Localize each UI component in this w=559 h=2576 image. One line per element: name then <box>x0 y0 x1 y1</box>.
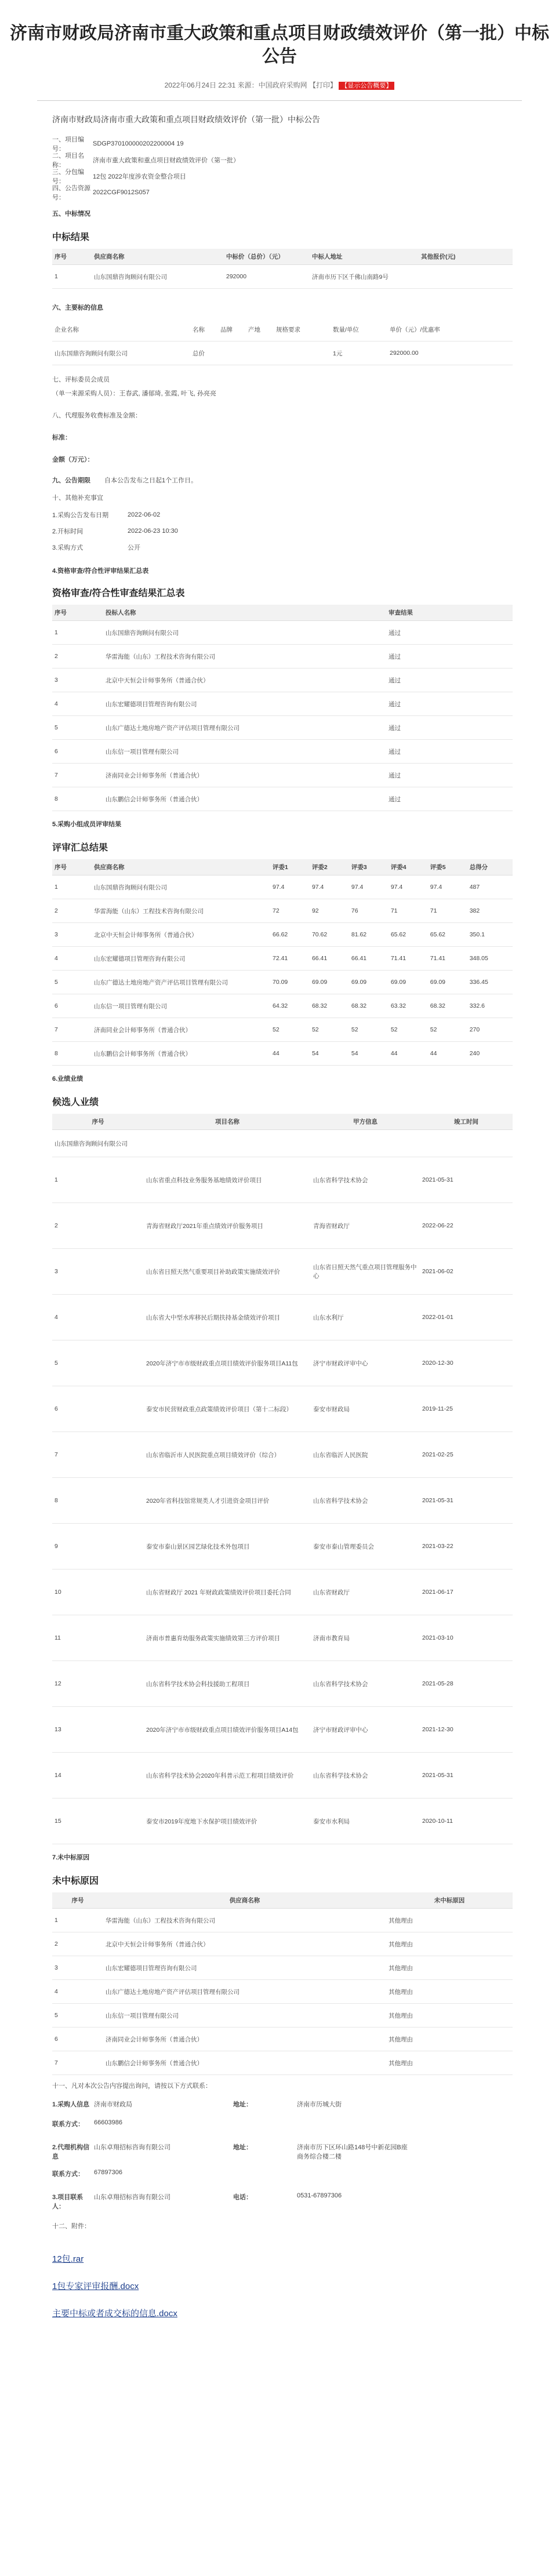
perf-table: 序号 项目名称 甲方信息 竣工时间 山东国鼎咨询顾问有限公司 1 山东省重点科技业务服务基地绩效评价项目 山东省科学技术协会 2021-05-31 2 青海省财政厅2021年重点绩效评价服务项目 青海省财政厅 2022-06-22 3 山东省日照天然气重要项目补助政策实施绩效评价 山东省日照天然气重点项目管理服务中心 2021-06-02 4 山东省大中型水库移民后期扶持基金绩效评价项目 山东水利厅 2022-01-01 5 2020年济宁市市级财政重点项目绩效评价服务项目A11包 济宁市财政评审中心 2020-12-30 6 泰安市民营财政重点政策绩效评价项目（第十二标段） 泰安市财政局 2019-11-25 7 山东省临沂市人民医院重点项目绩效评价（综合） 山东省临沂人民医院 2021-02-25 8 2020年省科技馆常规类人才引进资金项目评价 山东省科学技术协会 2021-05-31 9 泰安市泰山景区园艺绿化技术外包项目 泰安市泰山管理委员会 2021-03-22 10 山东省财政厅 2021 年财政政策绩效评价项目委托合同 山东省财政厅 2021-06-17 11 济南市普惠育幼服务政策实施绩效第三方评价项目 济南市教育局 2021-03-10 12 山东省科学技术协会科技援助工程项目 山东省科学技术协会 2021-05-28 13 2020年济宁市市级财政重点项目绩效评价服务项目A14包 济宁市财政评审中心 2021-12-30 14 山东省科学技术协会2020年科普示范工程项目绩效评价 山东省科学技术协会 2021-05-31 15 泰安市2019年度地下水保护项目绩效评价 泰安市水利局 2020-10-11 <box>52 1114 513 1844</box>
qual-title: 资格审查/符合性审查结果汇总表 <box>52 588 185 598</box>
sup-row: 1.采购公告发布日期 2022-06-02 <box>52 511 161 519</box>
table-row: 12 山东省科学技术协会科技援助工程项目 山东省科学技术协会 2021-05-28 <box>52 1661 513 1707</box>
s7-value: （单一来源采购人员）：王春武, 潘郁琦, 张霞, 叶飞, 孙亮亮 <box>52 390 216 397</box>
print-link[interactable]: 【打印】 <box>309 81 337 89</box>
fee-amount: 金额（万元）： <box>52 456 94 463</box>
content <box>0 114 559 2342</box>
qual-table: 序号 投标人名称 审查结果 1 山东国鼎咨询顾问有限公司 通过 2 华雷海能（山东）工程技术咨询有限公司 通过 3 北京中天恒会计师事务所（普通合伙） 通过 4 山东宏耀德项目管理咨询有限公司 通过 5 山东广德达土地房地产资产评估项目管理有限公司 通过 6 山东信一项目管理有限公司 通过 7 济南同业会计师事务所（普通合伙） 通过 8 山东鹏信会计师事务所（普通合伙） 通过 <box>52 605 513 811</box>
table-row: 8 山东鹏信会计师事务所（普通合伙） 44 54 54 44 44 240 <box>52 1042 513 1066</box>
buyer-row: 1.采购人信息 济南市财政局 地址： 济南市历城大街 <box>52 2101 342 2108</box>
table-row: 2 青海省财政厅2021年重点绩效评价服务项目 青海省财政厅 2022-06-22 <box>52 1203 513 1249</box>
score-title: 评审汇总结果 <box>52 843 108 853</box>
table-row: 山东国鼎咨询顾问有限公司 <box>52 1130 513 1157</box>
win-table: 序号 供应商名称 中标价（总价）（元） 中标人地址 其他报价(元) 1 山东国鼎咨询顾问有限公司 292000 济南市历下区千佛山南路9号 <box>52 249 513 289</box>
table-row: 7 山东省临沂市人民医院重点项目绩效评价（综合） 山东省临沂人民医院 2021-02-25 <box>52 1432 513 1478</box>
attachment-link[interactable]: 1包专家评审报酬.docx <box>52 2281 139 2291</box>
perf-title: 候选人业绩 <box>52 1098 99 1107</box>
table-row: 1 山东国鼎咨询顾问有限公司 97.4 97.4 97.4 97.4 97.4 487 <box>52 875 513 899</box>
table-row: 3 山东宏耀德项目管理咨询有限公司 其他理由 <box>52 1956 513 1980</box>
table-row: 10 山东省财政厅 2021 年财政政策绩效评价项目委托合同 山东省财政厅 2021-06-17 <box>52 1569 513 1615</box>
summary-tag[interactable]: 【显示公告概要】 <box>339 82 394 90</box>
sup-row: 2.开标时间 2022-06-23 10:30 <box>52 528 178 535</box>
table-row: 1 山东国鼎咨询顾问有限公司 292000 济南市历下区千佛山南路9号 <box>52 265 513 289</box>
win-title: 中标结果 <box>52 232 90 242</box>
attachment-link[interactable]: 主要中标或者成交标的信息.docx <box>52 2309 177 2319</box>
item-table: 企业名称 名称 品牌 产地 规格要求 数量/单位 单价（元）/优惠率 山东国鼎咨询顾问有限公司 总价 1元 292000.00 <box>52 318 513 365</box>
s12-label: 十二、附件： <box>52 2223 90 2230</box>
table-row: 6 山东信一项目管理有限公司 通过 <box>52 740 513 764</box>
section-heading: 五、中标情况 <box>52 210 90 217</box>
table-row: 4 山东宏耀德项目管理咨询有限公司 72.41 66.41 66.41 71.41 71.41 348.05 <box>52 947 513 971</box>
score-table: 序号 供应商名称 评委1 评委2 评委3 评委4 评委5 总得分 1 山东国鼎咨询顾问有限公司 97.4 97.4 97.4 97.4 97.4 487 2 华雷海能（山东）工程技术咨询有限公司 72 92 76 71 71 382 3 北京中天恒会计师事务所（普通合伙） 66.62 70.62 81.62 65.62 65.62 350.1 4 山东宏耀德项目管理咨询有限公司 72.41 66.41 66.41 71.41 71.41 348.05 5 山东广德达土地房地产资产评估项目管理有限公司 70.09 69.09 69.09 69.09 69.09 336.45 6 山东信一项目管理有限公司 64.32 68.32 68.32 63.32 68.32 332.6 7 济南同业会计师事务所（普通合伙） 52 52 52 52 52 270 8 山东鹏信会计师事务所（普通合伙） 44 54 54 44 44 240 <box>52 859 513 1066</box>
table-row: 7 山东鹏信会计师事务所（普通合伙） 其他理由 <box>52 2051 513 2075</box>
s10-label: 十、其他补充事宜 <box>52 495 103 502</box>
table-row: 5 山东广德达土地房地产资产评估项目管理有限公司 通过 <box>52 716 513 740</box>
s8-label: 八、代理服务收费标准及金额： <box>52 412 141 419</box>
table-row: 8 2020年省科技馆常规类人才引进资金项目评价 山东省科学技术协会 2021-05-31 <box>52 1478 513 1524</box>
s9-row: 九、公告期限 自本公告发布之日起1个工作日。 <box>52 477 198 484</box>
footer-space <box>52 2319 513 2342</box>
table-row: 5 山东广德达土地房地产资产评估项目管理有限公司 70.09 69.09 69.09 69.09 69.09 336.45 <box>52 971 513 994</box>
divider <box>37 100 522 101</box>
table-row: 2 华雷海能（山东）工程技术咨询有限公司 通过 <box>52 645 513 668</box>
table-row: 6 山东信一项目管理有限公司 64.32 68.32 68.32 63.32 68.32 332.6 <box>52 994 513 1018</box>
table-row: 14 山东省科学技术协会2020年科普示范工程项目绩效评价 山东省科学技术协会 2021-05-31 <box>52 1753 513 1799</box>
s7-label: 七、评标委员会成员 <box>52 376 110 383</box>
kv-row: 三、分包编号： 12包 2022年度涉农资金整合项目 <box>52 169 186 185</box>
table-row: 9 泰安市泰山景区园艺绿化技术外包项目 泰安市泰山管理委员会 2021-03-22 <box>52 1524 513 1569</box>
section-heading: 6.业绩业绩 <box>52 1076 84 1082</box>
table-row: 8 山东鹏信会计师事务所（普通合伙） 通过 <box>52 787 513 811</box>
kv-row: 二、项目名称： 济南市重大政策和重点项目财政绩效评价（第一批） <box>52 152 239 169</box>
table-row: 2 北京中天恒会计师事务所（普通合伙） 其他理由 <box>52 1932 513 1956</box>
lose-title: 未中标原因 <box>52 1876 99 1886</box>
table-row: 13 2020年济宁市市级财政重点项目绩效评价服务项目A14包 济宁市财政评审中心 2021-12-30 <box>52 1707 513 1753</box>
table-row: 5 2020年济宁市市级财政重点项目绩效评价服务项目A11包 济宁市财政评审中心 2020-12-30 <box>52 1340 513 1386</box>
date-source: 2022年06月24日 22:31 来源：中国政府采购网 <box>164 81 307 89</box>
section-heading: 六、主要标的信息 <box>52 304 103 311</box>
section-heading: 5.采购小组成员评审结果 <box>52 821 122 828</box>
s11-label: 十一、凡对本次公告内容提出询问，请按以下方式联系： <box>52 2083 212 2090</box>
table-row: 4 山东广德达土地房地产资产评估项目管理有限公司 其他理由 <box>52 1980 513 2004</box>
table-row: 3 北京中天恒会计师事务所（普通合伙） 66.62 70.62 81.62 65.62 65.62 350.1 <box>52 923 513 947</box>
table-row: 6 泰安市民营财政重点政策绩效评价项目（第十二标段） 泰安市财政局 2019-11-25 <box>52 1386 513 1432</box>
kv-row: 一、项目编号： SDGP370100000202200004 19 <box>52 136 184 152</box>
proj-row: 3.项目联系人： 山东卓翔招标咨询有限公司 电话： 0531-67897306 <box>52 2192 342 2210</box>
agent-row: 2.代理机构信息 山东卓翔招标咨询有限公司 地址： 济南市历下区环山路148号中新花园B座商务综合楼二楼 <box>52 2144 408 2160</box>
agent-tel-row: 联系方式： 67897306 <box>52 2169 122 2178</box>
table-row: 3 北京中天恒会计师事务所（普通合伙） 通过 <box>52 668 513 692</box>
kv-row: 四、公告资源号： 2022CGF9012S057 <box>52 185 150 201</box>
page-title: 济南市财政局济南市重大政策和重点项目财政绩效评价（第一批）中标公告 <box>10 24 549 66</box>
table-row: 2 华雷海能（山东）工程技术咨询有限公司 72 92 76 71 71 382 <box>52 899 513 923</box>
attachment-link[interactable]: 12包.rar <box>52 2254 84 2264</box>
table-row: 7 济南同业会计师事务所（普通合伙） 52 52 52 52 52 270 <box>52 1018 513 1042</box>
table-row: 1 山东省重点科技业务服务基地绩效评价项目 山东省科学技术协会 2021-05-31 <box>52 1157 513 1203</box>
section-heading: 7.未中标原因 <box>52 1854 90 1861</box>
fee-standard: 标准： <box>52 434 71 441</box>
meta-line <box>0 80 559 90</box>
table-row: 1 华雷海能（山东）工程技术咨询有限公司 其他理由 <box>52 1909 513 1932</box>
table-row: 4 山东宏耀德项目管理咨询有限公司 通过 <box>52 692 513 716</box>
lose-table: 序号 供应商名称 未中标原因 1 华雷海能（山东）工程技术咨询有限公司 其他理由 2 北京中天恒会计师事务所（普通合伙） 其他理由 3 山东宏耀德项目管理咨询有限公司 其他理由 4 山东广德达土地房地产资产评估项目管理有限公司 其他理由 5 山东信一项目管理有限公司 其他理由 6 济南同业会计师事务所（普通合伙） 其他理由 7 山东鹏信会计师事务所（普通合伙） 其他理由 <box>52 1892 513 2075</box>
table-row: 6 济南同业会计师事务所（普通合伙） 其他理由 <box>52 2028 513 2051</box>
section-heading: 4.资格审查/符合性评审结果汇总表 <box>52 568 149 575</box>
table-row: 15 泰安市2019年度地下水保护项目绩效评价 泰安市水利局 2020-10-11 <box>52 1799 513 1844</box>
table-row: 7 济南同业会计师事务所（普通合伙） 通过 <box>52 764 513 787</box>
table-row: 11 济南市普惠育幼服务政策实施绩效第三方评价项目 济南市教育局 2021-03-10 <box>52 1615 513 1661</box>
table-row: 4 山东省大中型水库移民后期扶持基金绩效评价项目 山东水利厅 2022-01-01 <box>52 1295 513 1340</box>
table-row: 山东国鼎咨询顾问有限公司 总价 1元 292000.00 <box>52 341 513 365</box>
sup-row: 3.采购方式 公开 <box>52 544 140 551</box>
table-row: 1 山东国鼎咨询顾问有限公司 通过 <box>52 621 513 645</box>
table-row: 3 山东省日照天然气重要项目补助政策实施绩效评价 山东省日照天然气重点项目管理服务中心 2021-06-02 <box>52 1249 513 1295</box>
buyer-tel-row: 联系方式： 66603986 <box>52 2119 122 2128</box>
table-row: 5 山东信一项目管理有限公司 其他理由 <box>52 2004 513 2028</box>
intro-text: 济南市财政局济南市重大政策和重点项目财政绩效评价（第一批）中标公告 <box>52 115 320 124</box>
